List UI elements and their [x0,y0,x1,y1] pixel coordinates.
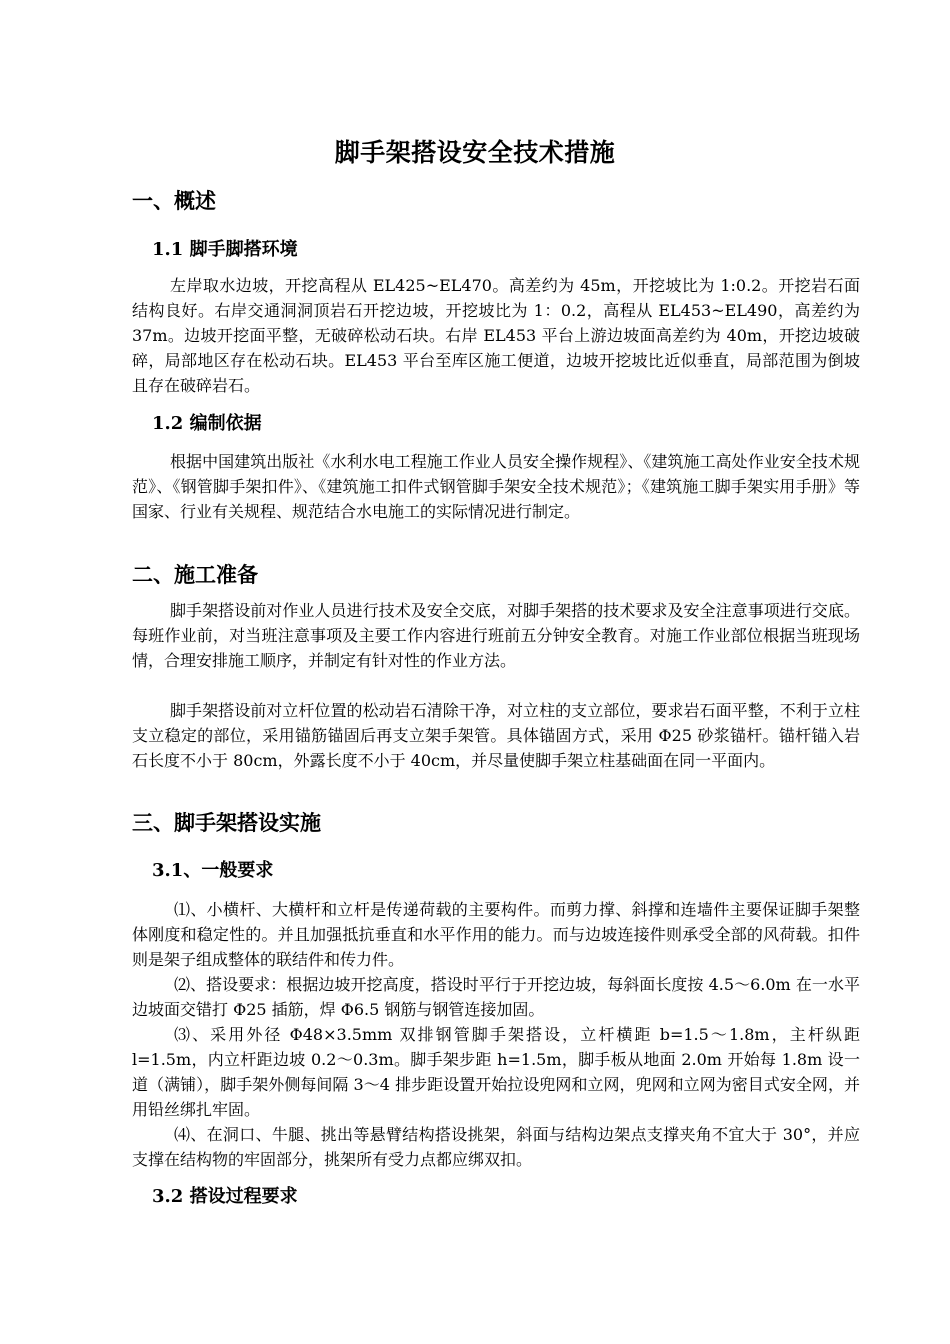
subsection-heading-general-requirements: 3.1、一般要求 [152,860,274,881]
section-heading-preparation: 二、施工准备 [132,562,258,587]
section-heading-overview: 一、概述 [132,188,216,213]
paragraph-basis: 根据中国建筑出版社《水利水电工程施工作业人员安全操作规程》、《建筑施工高处作业安全技术规范》、《钢管脚手架扣件》、《建筑施工扣件式钢管脚手架安全技术规范》；《建筑施工脚手架实用手册》等国家、行业有关规程、规范结合水电施工的实际情况进行制定。 [132,452,860,521]
paragraph-preparation-2: 脚手架搭设前对立杆位置的松动岩石清除干净，对立柱的支立部位，要求岩石面平整，不利于立柱支立稳定的部位，采用锚筋锚固后再支立架手架管。具体锚固方式，采用 Φ25 砂浆锚杆。锚杆锚入岩石长度不小于 80cm，外露长度不小于 40cm，并尽量使脚手架立柱基础面在同一平面内。 [132,701,860,770]
list-item-requirement-2: ⑵、搭设要求：根据边坡开挖高度，搭设时平行于开挖边坡，每斜面长度按 4.5～6.0m 在一水平边坡面交错打 Φ25 插筋，焊 Φ6.5 钢筋与钢管连接加固。 [132,975,860,1019]
list-item-requirement-1: ⑴、小横杆、大横杆和立杆是传递荷载的主要构件。而剪力撑、斜撑和连墙件主要保证脚手架整体刚度和稳定性的。并且加强抵抗垂直和水平作用的能力。而与边坡连接件则承受全部的风荷载。扣件则是架子组成整体的联结件和传力件。 [132,900,860,969]
paragraph-environment: 左岸取水边坡，开挖高程从 EL425~EL470。高差约为 45m，开挖坡比为 1:0.2。开挖岩石面结构良好。右岸交通洞洞顶岩石开挖边坡，开挖坡比为 1：0.2，高程从 EL453~EL490，高差约为 37m。边坡开挖面平整，无破碎松动石块。右岸 EL453 平台上游边坡面高差约为 40m，开挖边坡破碎，局部地区存在松动石块。EL453 平台至库区施工便道，边坡开挖坡比近似垂直，局部范围为倒坡且存在破碎岩石。 [132,276,860,395]
subsection-heading-basis: 1.2 编制依据 [152,413,262,434]
subsection-heading-erection-process: 3.2 搭设过程要求 [152,1186,298,1207]
paragraph-preparation-1: 脚手架搭设前对作业人员进行技术及安全交底，对脚手架搭的技术要求及安全注意事项进行交底。每班作业前，对当班注意事项及主要工作内容进行班前五分钟安全教育。对施工作业部位根据当班现场情，合理安排施工顺序，并制定有针对性的作业方法。 [132,601,860,670]
document-title: 脚手架搭设安全技术措施 [334,138,616,167]
subsection-heading-environment: 1.1 脚手脚搭环境 [152,239,298,260]
list-item-requirement-3: ⑶、采用外径 Φ48×3.5mm 双排钢管脚手架搭设，立杆横距 b=1.5～1.8m，主杆纵距 l=1.5m，内立杆距边坡 0.2～0.3m。脚手架步距 h=1.5m，脚手板从地面 2.0m 开始每 1.8m 设一道（满铺），脚手架外侧每间隔 3～4 排步距设置开始拉设兜网和立网，兜网和立网为密目式安全网，并用铅丝绑扎牢固。 [132,1025,860,1119]
list-item-requirement-4: ⑷、在洞口、牛腿、挑出等悬臂结构搭设挑架，斜面与结构边架点支撑夹角不宜大于 30°，并应支撑在结构物的牢固部分，挑架所有受力点都应绑双扣。 [132,1125,860,1169]
section-heading-implementation: 三、脚手架搭设实施 [132,810,321,835]
